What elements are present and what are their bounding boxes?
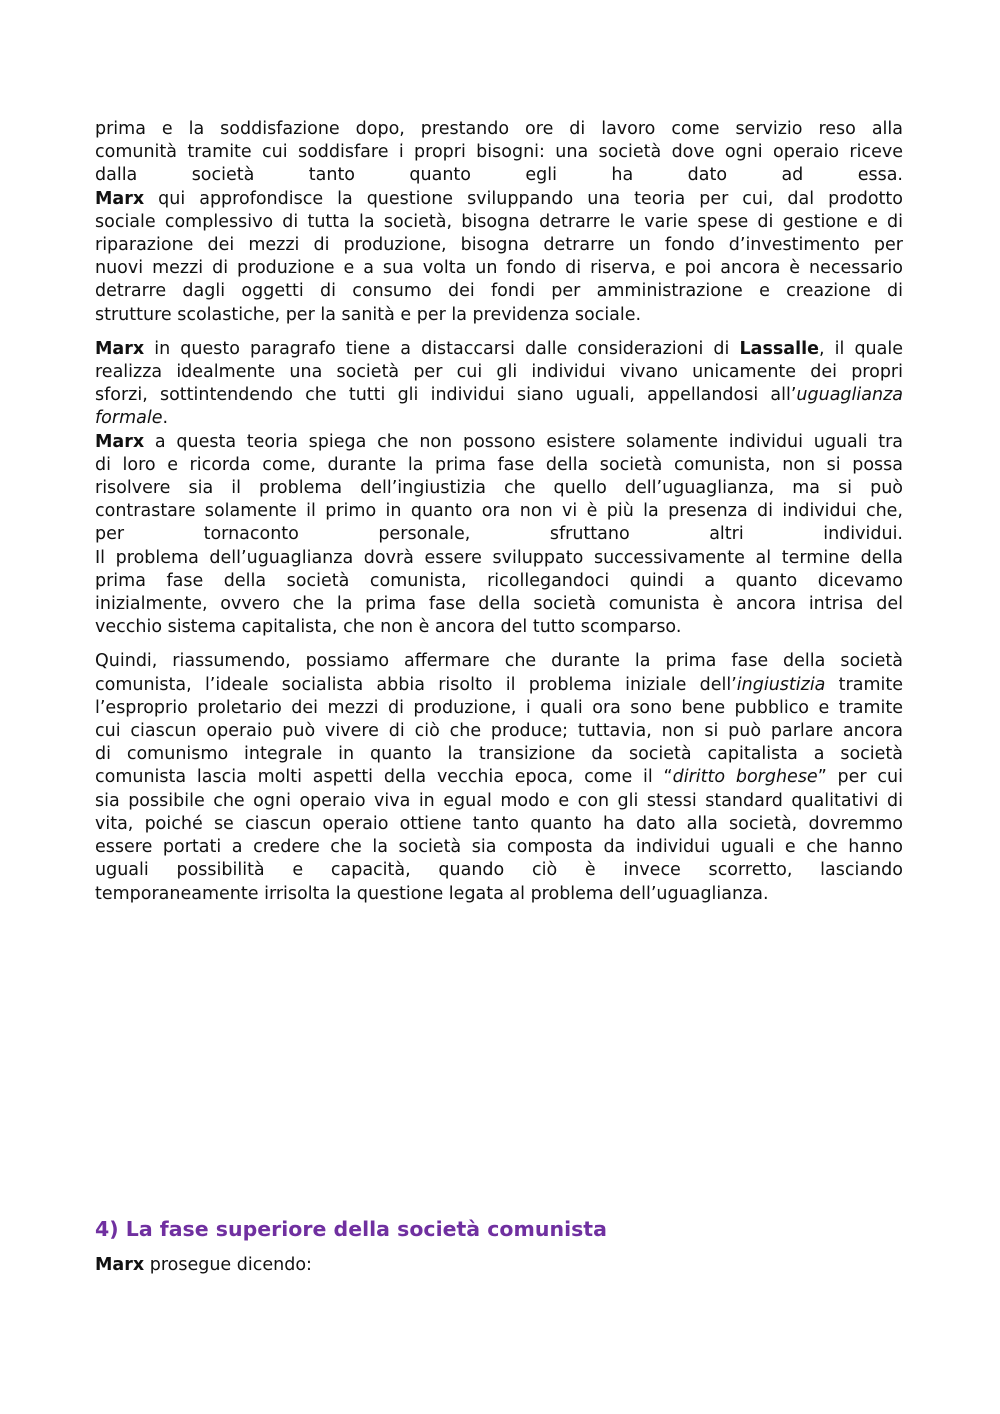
author-name: Marx bbox=[95, 188, 145, 209]
text-line: contrastare solamente il primo in quanto ora non vi è più la presenza di individui che, bbox=[95, 501, 903, 522]
text-line: Marx in questo paragrafo tiene a distaccarsi dalle considerazioni di Lassalle, il quale bbox=[95, 338, 903, 359]
text-line: prima fase della società comunista, ricollegandoci quindi a quanto dicevamo bbox=[95, 570, 903, 591]
paragraph-3 bbox=[95, 650, 903, 905]
paragraph-1 bbox=[95, 118, 903, 327]
text-line: prima e la soddisfazione dopo, prestando ore di lavoro come servizio reso alla bbox=[95, 119, 903, 139]
text-line: cui ciascun operaio può vivere di ciò che produce; tuttavia, non si può parlare ancora bbox=[95, 721, 903, 742]
text-line: sforzi, sottintendendo che tutti gli individui siano uguali, appellandosi all’uguaglianza bbox=[95, 385, 903, 406]
body-text bbox=[95, 118, 903, 917]
text-line: comunista, l’ideale socialista abbia risolto il problema iniziale dell’ingiustizia tramite bbox=[95, 674, 903, 695]
text-line: per tornaconto personale, sfruttano altri individui. bbox=[95, 524, 903, 545]
text-line: sociale complessivo di tutta la società, bisogna detrarre le varie spese di gestione e di bbox=[95, 211, 903, 232]
text-line: risolvere sia il problema dell’ingiustizia che quello dell’uguaglianza, ma si può bbox=[95, 478, 903, 499]
author-name: Marx bbox=[95, 1255, 145, 1275]
text-line: formale. bbox=[95, 408, 169, 429]
text-line: strutture scolastiche, per la sanità e per la previdenza sociale. bbox=[95, 304, 642, 325]
text-line: Il problema dell’uguaglianza dovrà essere sviluppato successivamente al termine della bbox=[95, 547, 903, 568]
text-line: temporaneamente irrisolta la questione legata al problema dell’uguaglianza. bbox=[95, 883, 769, 904]
text-line: Marx a questa teoria spiega che non possono esistere solamente individui uguali tra bbox=[95, 431, 903, 452]
text-line: di comunismo integrale in quanto la transizione da società capitalista a società bbox=[95, 744, 903, 765]
text-line: riparazione dei mezzi di produzione, bisogna detrarre un fondo d’investimento per bbox=[95, 235, 903, 256]
text-line: realizza idealmente una società per cui gli individui vivano unicamente dei propri bbox=[95, 362, 903, 383]
text-line: comunista lascia molti aspetti della vecchia epoca, come il “diritto borghese” per cui bbox=[95, 767, 903, 788]
author-name: Lassalle bbox=[739, 338, 819, 359]
text-line: Quindi, riassumendo, possiamo affermare che durante la prima fase della società bbox=[95, 651, 903, 672]
section-heading: 4) La fase superiore della società comunista bbox=[95, 1217, 607, 1241]
text-line: inizialmente, ovvero che la prima fase della società comunista è ancora intrisa del bbox=[95, 594, 903, 615]
italic-term: formale bbox=[95, 408, 163, 429]
text-line: di loro e ricorda come, durante la prima fase della società comunista, non si possa bbox=[95, 454, 903, 475]
text-line: sia possibile che ogni operaio viva in egual modo e con gli stessi standard qualitativi di bbox=[95, 790, 903, 811]
text-line: nuovi mezzi di produzione e a sua volta un fondo di riserva, e poi ancora è necessario bbox=[95, 258, 903, 279]
italic-term: diritto borghese bbox=[672, 767, 818, 788]
text-line: detrarre dagli oggetti di consumo dei fondi per amministrazione e creazione di bbox=[95, 281, 903, 302]
paragraph-2 bbox=[95, 338, 903, 640]
text-line: essere portati a credere che la società sia composta da individui uguali e che hanno bbox=[95, 837, 903, 858]
italic-term: ingiustizia bbox=[736, 674, 826, 695]
paragraph-4: Marx prosegue dicendo: bbox=[95, 1255, 312, 1275]
text-line: comunità tramite cui soddisfare i propri bisogni: una società dove ogni operaio riceve bbox=[95, 142, 903, 163]
author-name: Marx bbox=[95, 431, 145, 452]
text-line: uguali possibilità e capacità, quando ciò è invece scorretto, lasciando bbox=[95, 860, 903, 881]
author-name: Marx bbox=[95, 338, 145, 359]
text-line: l’esproprio proletario dei mezzi di produzione, i quali ora sono bene pubblico e tramite bbox=[95, 697, 903, 718]
text-line: dalla società tanto quanto egli ha dato ad essa. bbox=[95, 165, 903, 186]
text-line: Marx qui approfondisce la questione sviluppando una teoria per cui, dal prodotto bbox=[95, 188, 903, 209]
italic-term: uguaglianza bbox=[796, 385, 903, 406]
text-line: vita, poiché se ciascun operaio ottiene tanto quanto ha dato alla società, dovremmo bbox=[95, 813, 903, 834]
text-line: vecchio sistema capitalista, che non è ancora del tutto scomparso. bbox=[95, 617, 682, 638]
